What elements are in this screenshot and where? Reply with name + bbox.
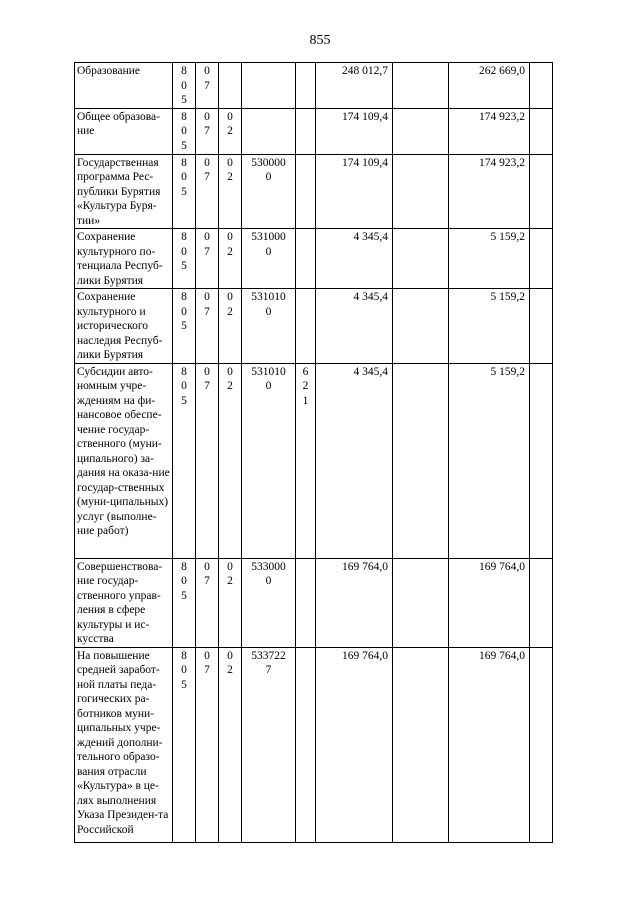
- cell-v1: 4 345,4: [316, 229, 393, 289]
- cell-v1: 4 345,4: [316, 289, 393, 364]
- cell-pr: 0 2: [219, 108, 242, 154]
- cell-rz: 0 7: [196, 363, 219, 558]
- cell-vr: [296, 229, 316, 289]
- cell-e1: [393, 108, 449, 154]
- cell-name: Субсидии авто-номным учре-ждениям на фи-нансовое обеспе-чение государ-ственного (муни-ципального) за-дания на оказа-ние государ-ственных (муни-ципальных) услуг (выполне-ние работ): [75, 363, 173, 558]
- cell-pr: [219, 63, 242, 109]
- page-number: 855: [309, 33, 331, 48]
- cell-vr: [296, 289, 316, 364]
- cell-v2: 5 159,2: [449, 289, 530, 364]
- cell-grbs: 8 0 5: [173, 229, 196, 289]
- cell-name: Сохранение культурного по-тенциала Респуб-лики Бурятия: [75, 229, 173, 289]
- cell-v1: 174 109,4: [316, 154, 393, 229]
- cell-name: Сохранение культурного и исторического наследия Респуб-лики Бурятия: [75, 289, 173, 364]
- cell-e1: [393, 647, 449, 842]
- cell-rz: 0 7: [196, 289, 219, 364]
- cell-v1: 169 764,0: [316, 558, 393, 647]
- cell-v2: 262 669,0: [449, 63, 530, 109]
- cell-csr: 530000 0: [242, 154, 296, 229]
- cell-pr: 0 2: [219, 647, 242, 842]
- cell-grbs: 8 0 5: [173, 363, 196, 558]
- cell-v2: 169 764,0: [449, 558, 530, 647]
- cell-e1: [393, 229, 449, 289]
- cell-name: Образование: [75, 63, 173, 109]
- table-row: [75, 289, 553, 364]
- cell-e2: [530, 63, 553, 109]
- cell-name: Общее образова-ние: [75, 108, 173, 154]
- table-row: [75, 363, 553, 558]
- cell-e1: [393, 154, 449, 229]
- cell-csr: 531010 0: [242, 363, 296, 558]
- cell-csr: [242, 63, 296, 109]
- cell-pr: 0 2: [219, 363, 242, 558]
- budget-table: [74, 62, 553, 843]
- cell-rz: 0 7: [196, 154, 219, 229]
- cell-v1: 248 012,7: [316, 63, 393, 109]
- cell-rz: 0 7: [196, 647, 219, 842]
- cell-e1: [393, 63, 449, 109]
- table-row: [75, 154, 553, 229]
- cell-v2: 169 764,0: [449, 647, 530, 842]
- cell-v1: 169 764,0: [316, 647, 393, 842]
- table-row: [75, 108, 553, 154]
- cell-csr: [242, 108, 296, 154]
- cell-pr: 0 2: [219, 229, 242, 289]
- cell-v1: 174 109,4: [316, 108, 393, 154]
- cell-v2: 174 923,2: [449, 154, 530, 229]
- cell-e1: [393, 289, 449, 364]
- table-row: [75, 647, 553, 842]
- cell-v2: 174 923,2: [449, 108, 530, 154]
- table-row: [75, 229, 553, 289]
- cell-name: Государственная программа Рес-публики Бурятия «Культура Буря-тии»: [75, 154, 173, 229]
- cell-e2: [530, 289, 553, 364]
- cell-e2: [530, 154, 553, 229]
- cell-pr: 0 2: [219, 154, 242, 229]
- cell-vr: [296, 647, 316, 842]
- cell-grbs: 8 0 5: [173, 558, 196, 647]
- cell-rz: 0 7: [196, 229, 219, 289]
- cell-grbs: 8 0 5: [173, 647, 196, 842]
- cell-rz: 0 7: [196, 108, 219, 154]
- cell-grbs: 8 0 5: [173, 289, 196, 364]
- cell-vr: 6 2 1: [296, 363, 316, 558]
- cell-vr: [296, 108, 316, 154]
- cell-rz: 0 7: [196, 63, 219, 109]
- cell-e2: [530, 647, 553, 842]
- cell-v2: 5 159,2: [449, 363, 530, 558]
- table-row: [75, 558, 553, 647]
- cell-e2: [530, 108, 553, 154]
- cell-vr: [296, 63, 316, 109]
- cell-csr: 533722 7: [242, 647, 296, 842]
- cell-csr: 531000 0: [242, 229, 296, 289]
- cell-e2: [530, 229, 553, 289]
- cell-rz: 0 7: [196, 558, 219, 647]
- cell-grbs: 8 0 5: [173, 154, 196, 229]
- cell-grbs: 8 0 5: [173, 108, 196, 154]
- cell-v2: 5 159,2: [449, 229, 530, 289]
- cell-name: Совершенствова-ние государ-ственного управ-ления в сфере культуры и ис-кусства: [75, 558, 173, 647]
- cell-e2: [530, 363, 553, 558]
- cell-grbs: 8 0 5: [173, 63, 196, 109]
- cell-name: На повышение средней заработ-ной платы педа-гогических ра-ботников муни-ципальных учре-ждений дополни-тельного образо-вания отрасли «Культура» в це-лях выполнения Указа Президен-та Российской: [75, 647, 173, 842]
- cell-vr: [296, 558, 316, 647]
- cell-pr: 0 2: [219, 558, 242, 647]
- cell-pr: 0 2: [219, 289, 242, 364]
- table-row: [75, 63, 553, 109]
- cell-e1: [393, 558, 449, 647]
- cell-v1: 4 345,4: [316, 363, 393, 558]
- cell-csr: 533000 0: [242, 558, 296, 647]
- cell-e1: [393, 363, 449, 558]
- cell-csr: 531010 0: [242, 289, 296, 364]
- cell-vr: [296, 154, 316, 229]
- cell-e2: [530, 558, 553, 647]
